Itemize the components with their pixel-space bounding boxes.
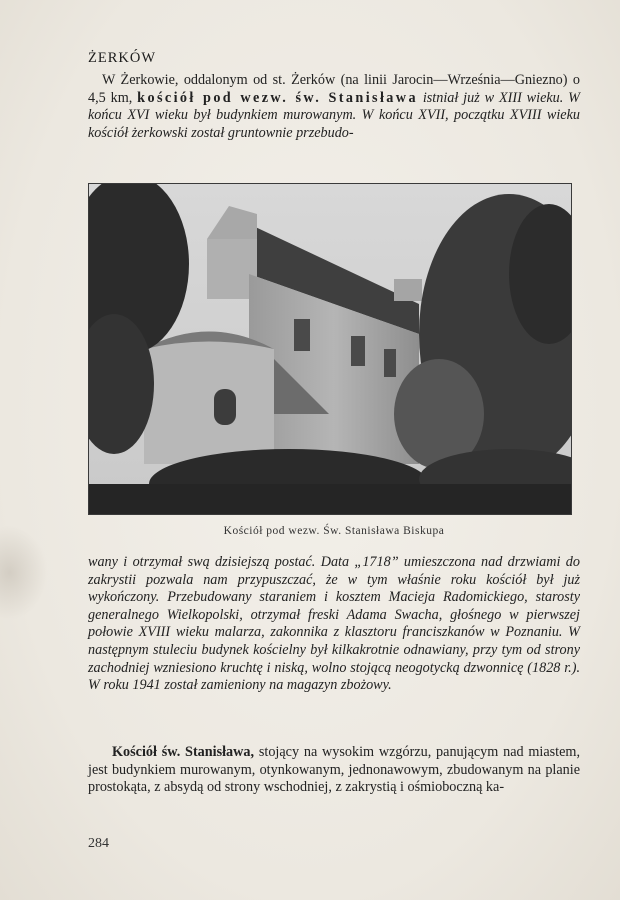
church-name-spaced: kościół pod wezw. św. Stanisława	[137, 89, 418, 106]
intro-italic-text: istniał już w XIII wieku. W końcu XVI wieku był budynkiem murowanym. W końcu XVII, początku XVIII wieku kościół żerkowski został gruntownie przebudo-	[88, 89, 580, 141]
history-italic-text: wany i otrzymał swą dzisiejszą postać. Data „1718” umieszczona nad drzwiami do zakrystii pozwala nam przypuszczać, że w tym właśnie roku kościół był już wykończony. Przebudowany staraniem i kosztem Macieja Radomickiego, starosty generalnego Wielkopolski, otrzymał freski Adama Swacha, głośnego w pierwszej połowie XVIII wieku malarza, zakonnika z klasztoru franciszkanów w Poznaniu. W następnym stuleciu budynek kościelny był kilkakrotnie odnawiany, przy tym od strony zachodniej wzniesiono kruchtę i niską, wolno stojącą neogotycką dzwonnicę (1828 r.). W roku 1941 został zamieniony na magazyn zbożowy.	[88, 554, 580, 694]
church-photo	[88, 183, 572, 515]
church-illustration	[89, 184, 571, 514]
page-stain	[0, 525, 48, 620]
page-number: 284	[88, 836, 109, 851]
description-text: stojący na wysokim wzgórzu, panującym nad miastem, jest budynkiem murowanym, otynkowanym, jednonawowym, zbudowanym na planie prostokąta, z absydą od strony wschodniej, z zakrystią i ośmioboczną ka-	[88, 744, 581, 796]
paragraph-history	[88, 554, 580, 695]
paragraph-intro	[88, 72, 580, 142]
section-heading: ŻERKÓW	[88, 50, 157, 66]
intro-text: W Żerkowie, oddalonym od st. Żerków (na linii Jarocin—Września—Gniezno) o 4,5 km,	[88, 72, 580, 106]
paragraph-description	[88, 744, 580, 797]
description-lead: Kościół św. Stanisława,	[112, 744, 255, 760]
photo-caption: Kościół pod wezw. Św. Stanisława Biskupa	[223, 525, 445, 537]
